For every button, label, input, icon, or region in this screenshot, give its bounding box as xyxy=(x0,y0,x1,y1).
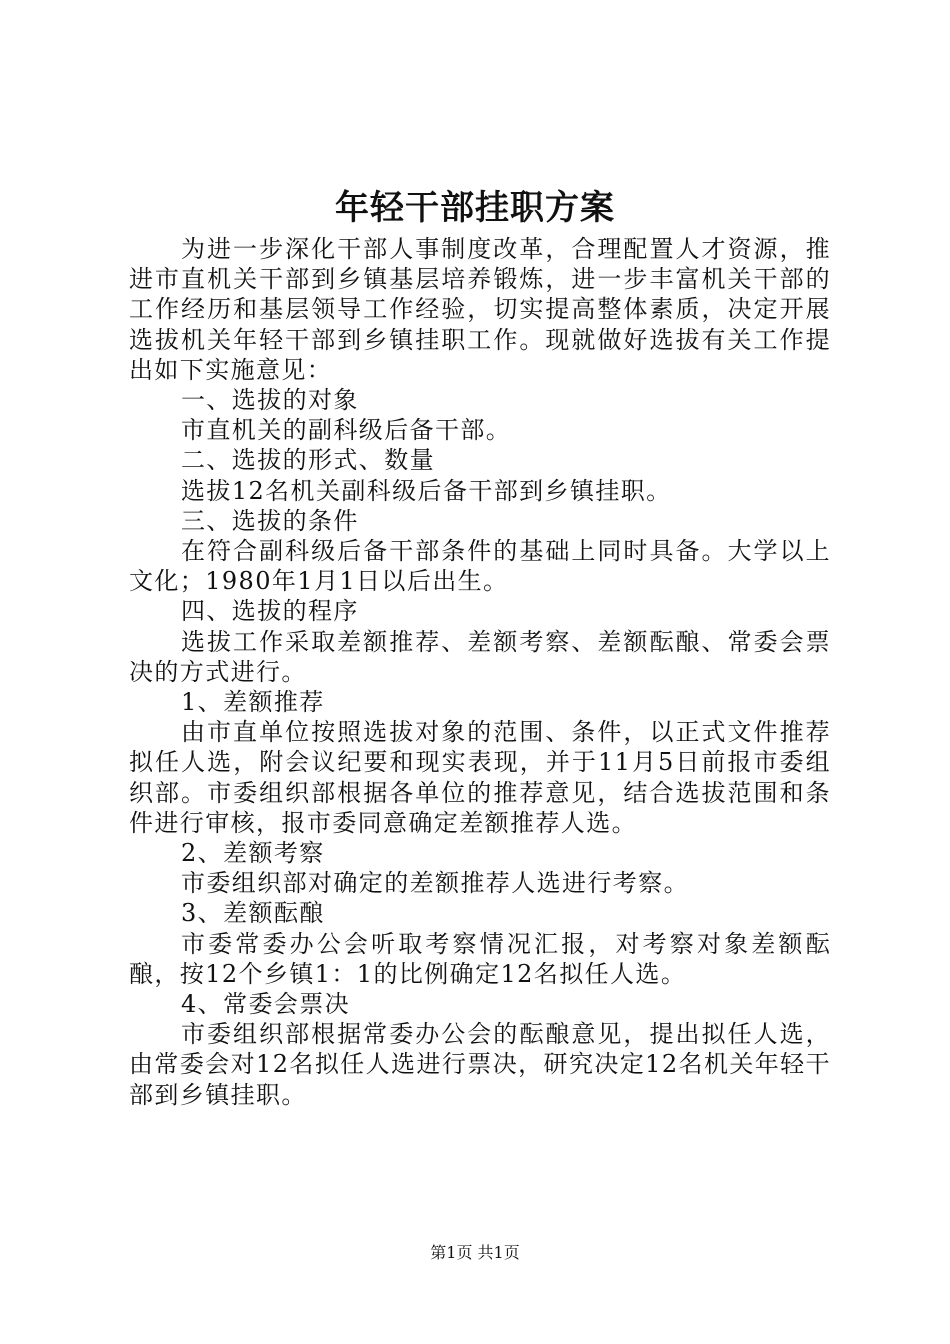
section-paragraph: 在符合副科级后备干部条件的基础上同时具备。大学以上文化；1980年1月1日以后出生。 xyxy=(129,537,831,596)
section-heading-2: 二、选拔的形式、数量 xyxy=(181,446,435,475)
subsection-paragraph: 市委常委办公会听取考察情况汇报，对考察对象差额酝酿，按12个乡镇1：1的比例确定12名拟任人选。 xyxy=(129,929,831,988)
section-heading-1: 一、选拔的对象 xyxy=(181,386,359,415)
section-paragraph: 选拔工作采取差额推荐、差额考察、差额酝酿、常委会票决的方式进行。 xyxy=(129,627,831,686)
section-paragraph: 选拔12名机关副科级后备干部到乡镇挂职。 xyxy=(181,476,672,505)
intro-paragraph: 为进一步深化干部人事制度改革，合理配置人才资源，推进市直机关干部到乡镇基层培养锻炼，进一步丰富机关干部的工作经历和基层领导工作经验，切实提高整体素质，决定开展选拔机关年轻干部到乡镇挂职工作。现就做好选拔有关工作提出如下实施意见： xyxy=(129,235,831,384)
section-heading-4: 四、选拔的程序 xyxy=(181,597,359,626)
subsection-heading-1: 1、差额推荐 xyxy=(181,688,325,717)
subsection-heading-3: 3、差额酝酿 xyxy=(181,899,325,928)
subsection-paragraph: 市委组织部对确定的差额推荐人选进行考察。 xyxy=(181,869,689,898)
section-heading-3: 三、选拔的条件 xyxy=(181,506,359,535)
subsection-heading-4: 4、常委会票决 xyxy=(181,990,351,1019)
section-paragraph: 市直机关的副科级后备干部。 xyxy=(181,416,512,445)
subsection-paragraph: 由市直单位按照选拔对象的范围、条件，以正式文件推荐拟任人选，附会议纪要和现实表现，并于11月5日前报市委组织部。市委组织部根据各单位的推荐意见，结合选拔范围和条件进行审核，报市委同意确定差额推荐人选。 xyxy=(129,718,831,837)
page-footer: 第1页 共1页 xyxy=(430,1243,520,1262)
document-body xyxy=(129,234,831,1110)
document-title: 年轻干部挂职方案 xyxy=(335,188,615,228)
subsection-paragraph: 市委组织部根据常委办公会的酝酿意见，提出拟任人选，由常委会对12名拟任人选进行票决，研究决定12名机关年轻干部到乡镇挂职。 xyxy=(129,1020,831,1109)
subsection-heading-2: 2、差额考察 xyxy=(181,839,325,868)
